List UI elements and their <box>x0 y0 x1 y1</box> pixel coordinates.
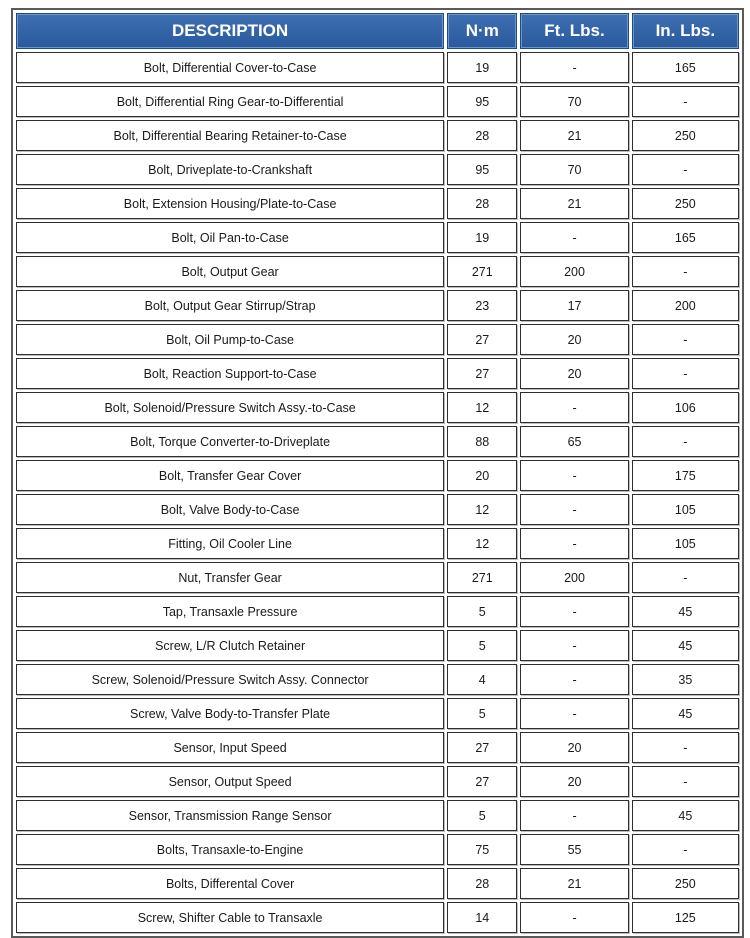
cell-nm: 5 <box>447 596 517 627</box>
cell-in-lbs: - <box>632 86 739 117</box>
cell-nm: 95 <box>447 154 517 185</box>
table-header-row <box>16 13 739 49</box>
cell-nm: 88 <box>447 426 517 457</box>
cell-ft-lbs: 70 <box>520 86 628 117</box>
torque-spec-table-frame <box>11 8 744 938</box>
table-row <box>16 392 739 423</box>
cell-nm: 28 <box>447 120 517 151</box>
cell-in-lbs: - <box>632 324 739 355</box>
cell-ft-lbs: - <box>520 460 628 491</box>
cell-nm: 75 <box>447 834 517 865</box>
table-row <box>16 120 739 151</box>
cell-in-lbs: 105 <box>632 494 739 525</box>
cell-description: Bolt, Extension Housing/Plate-to-Case <box>16 188 444 219</box>
cell-nm: 20 <box>447 460 517 491</box>
table-row <box>16 358 739 389</box>
torque-spec-table <box>13 10 742 936</box>
header-nm: N·m <box>447 13 517 49</box>
cell-nm: 12 <box>447 494 517 525</box>
cell-in-lbs: 165 <box>632 52 739 83</box>
cell-in-lbs: - <box>632 732 739 763</box>
table-row <box>16 528 739 559</box>
cell-description: Screw, Solenoid/Pressure Switch Assy. Connector <box>16 664 444 695</box>
cell-ft-lbs: 70 <box>520 154 628 185</box>
cell-nm: 4 <box>447 664 517 695</box>
cell-in-lbs: 45 <box>632 630 739 661</box>
cell-ft-lbs: - <box>520 596 628 627</box>
cell-nm: 28 <box>447 868 517 899</box>
cell-description: Bolt, Transfer Gear Cover <box>16 460 444 491</box>
cell-ft-lbs: 20 <box>520 766 628 797</box>
cell-description: Bolt, Solenoid/Pressure Switch Assy.-to-Case <box>16 392 444 423</box>
cell-nm: 27 <box>447 324 517 355</box>
cell-nm: 19 <box>447 222 517 253</box>
cell-description: Sensor, Transmission Range Sensor <box>16 800 444 831</box>
cell-in-lbs: - <box>632 154 739 185</box>
cell-nm: 95 <box>447 86 517 117</box>
cell-in-lbs: 106 <box>632 392 739 423</box>
cell-ft-lbs: 21 <box>520 188 628 219</box>
cell-nm: 23 <box>447 290 517 321</box>
cell-description: Sensor, Output Speed <box>16 766 444 797</box>
cell-in-lbs: 45 <box>632 596 739 627</box>
cell-description: Screw, L/R Clutch Retainer <box>16 630 444 661</box>
cell-ft-lbs: - <box>520 800 628 831</box>
cell-ft-lbs: 20 <box>520 358 628 389</box>
table-row <box>16 256 739 287</box>
cell-in-lbs: 35 <box>632 664 739 695</box>
cell-ft-lbs: 55 <box>520 834 628 865</box>
cell-description: Screw, Valve Body-to-Transfer Plate <box>16 698 444 729</box>
cell-nm: 27 <box>447 358 517 389</box>
cell-in-lbs: - <box>632 256 739 287</box>
cell-description: Bolt, Output Gear Stirrup/Strap <box>16 290 444 321</box>
cell-nm: 12 <box>447 528 517 559</box>
table-row <box>16 290 739 321</box>
cell-description: Bolt, Differential Cover-to-Case <box>16 52 444 83</box>
cell-description: Bolt, Driveplate-to-Crankshaft <box>16 154 444 185</box>
cell-in-lbs: 250 <box>632 188 739 219</box>
cell-nm: 5 <box>447 698 517 729</box>
cell-ft-lbs: - <box>520 528 628 559</box>
cell-in-lbs: 175 <box>632 460 739 491</box>
cell-description: Bolt, Differential Bearing Retainer-to-Case <box>16 120 444 151</box>
table-body <box>16 52 739 933</box>
table-row <box>16 902 739 933</box>
cell-ft-lbs: - <box>520 392 628 423</box>
table-row <box>16 596 739 627</box>
cell-in-lbs: 250 <box>632 868 739 899</box>
cell-ft-lbs: - <box>520 664 628 695</box>
cell-ft-lbs: 21 <box>520 868 628 899</box>
table-row <box>16 154 739 185</box>
table-row <box>16 562 739 593</box>
cell-nm: 27 <box>447 732 517 763</box>
cell-description: Bolt, Oil Pan-to-Case <box>16 222 444 253</box>
cell-in-lbs: 105 <box>632 528 739 559</box>
table-row <box>16 52 739 83</box>
cell-in-lbs: 200 <box>632 290 739 321</box>
cell-description: Bolt, Reaction Support-to-Case <box>16 358 444 389</box>
table-row <box>16 732 739 763</box>
cell-ft-lbs: - <box>520 222 628 253</box>
table-row <box>16 698 739 729</box>
cell-description: Bolt, Differential Ring Gear-to-Differential <box>16 86 444 117</box>
table-row <box>16 86 739 117</box>
cell-in-lbs: - <box>632 766 739 797</box>
cell-ft-lbs: 65 <box>520 426 628 457</box>
cell-ft-lbs: 200 <box>520 256 628 287</box>
table-row <box>16 766 739 797</box>
table-row <box>16 664 739 695</box>
table-row <box>16 834 739 865</box>
cell-ft-lbs: - <box>520 630 628 661</box>
cell-nm: 27 <box>447 766 517 797</box>
cell-in-lbs: - <box>632 834 739 865</box>
table-row <box>16 460 739 491</box>
cell-ft-lbs: - <box>520 494 628 525</box>
cell-description: Bolt, Output Gear <box>16 256 444 287</box>
cell-nm: 12 <box>447 392 517 423</box>
cell-in-lbs: 165 <box>632 222 739 253</box>
cell-ft-lbs: - <box>520 902 628 933</box>
cell-description: Tap, Transaxle Pressure <box>16 596 444 627</box>
table-row <box>16 222 739 253</box>
table-row <box>16 426 739 457</box>
cell-nm: 28 <box>447 188 517 219</box>
cell-ft-lbs: - <box>520 52 628 83</box>
table-row <box>16 800 739 831</box>
header-description: DESCRIPTION <box>16 13 444 49</box>
cell-ft-lbs: 20 <box>520 732 628 763</box>
table-row <box>16 188 739 219</box>
cell-nm: 19 <box>447 52 517 83</box>
cell-in-lbs: 45 <box>632 698 739 729</box>
cell-description: Bolts, Transaxle-to-Engine <box>16 834 444 865</box>
cell-ft-lbs: - <box>520 698 628 729</box>
cell-nm: 5 <box>447 630 517 661</box>
table-row <box>16 630 739 661</box>
cell-ft-lbs: 17 <box>520 290 628 321</box>
cell-in-lbs: - <box>632 426 739 457</box>
cell-nm: 5 <box>447 800 517 831</box>
cell-ft-lbs: 200 <box>520 562 628 593</box>
table-row <box>16 324 739 355</box>
cell-in-lbs: 125 <box>632 902 739 933</box>
cell-in-lbs: 250 <box>632 120 739 151</box>
cell-in-lbs: - <box>632 562 739 593</box>
cell-nm: 14 <box>447 902 517 933</box>
table-row <box>16 868 739 899</box>
cell-description: Sensor, Input Speed <box>16 732 444 763</box>
cell-description: Fitting, Oil Cooler Line <box>16 528 444 559</box>
cell-description: Bolt, Valve Body-to-Case <box>16 494 444 525</box>
table-row <box>16 494 739 525</box>
cell-description: Bolts, Differental Cover <box>16 868 444 899</box>
cell-in-lbs: 45 <box>632 800 739 831</box>
cell-description: Screw, Shifter Cable to Transaxle <box>16 902 444 933</box>
cell-ft-lbs: 20 <box>520 324 628 355</box>
cell-nm: 271 <box>447 562 517 593</box>
cell-description: Nut, Transfer Gear <box>16 562 444 593</box>
cell-ft-lbs: 21 <box>520 120 628 151</box>
cell-description: Bolt, Torque Converter-to-Driveplate <box>16 426 444 457</box>
cell-nm: 271 <box>447 256 517 287</box>
header-in-lbs: In. Lbs. <box>632 13 739 49</box>
cell-description: Bolt, Oil Pump-to-Case <box>16 324 444 355</box>
cell-in-lbs: - <box>632 358 739 389</box>
header-ft-lbs: Ft. Lbs. <box>520 13 628 49</box>
